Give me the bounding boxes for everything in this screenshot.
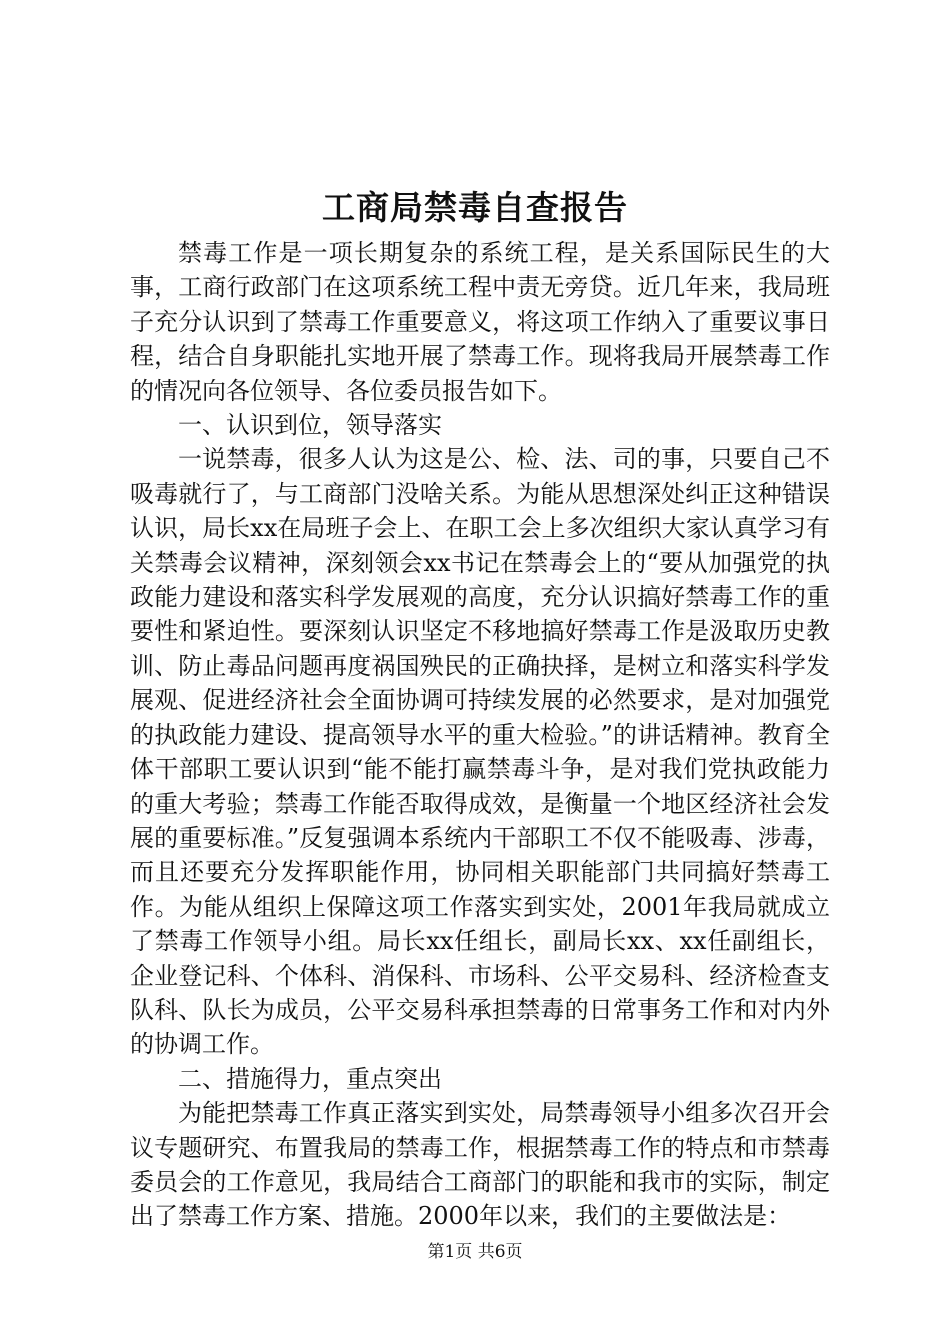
- document-title: 工商局禁毒自查报告: [322, 188, 628, 227]
- paragraph-intro: 禁毒工作是一项长期复杂的系统工程，是关系国际民生的大事，工商行政部门在这项系统工程中责无旁贷。近几年来，我局班子充分认识到了禁毒工作重要意义，将这项工作纳入了重要议事日程，结合自身职能扎实地开展了禁毒工作。现将我局开展禁毒工作的情况向各位领导、各位委员报告如下。: [130, 239, 830, 405]
- section-heading-1: 一、认识到位，领导落实: [178, 411, 442, 440]
- document-body: [130, 236, 830, 1234]
- section-heading-2: 二、措施得力，重点突出: [178, 1064, 442, 1093]
- paragraph-section-1: 一说禁毒，很多人认为这是公、检、法、司的事，只要自己不吸毒就行了，与工商部门没啥关系。为能从思想深处纠正这种错误认识，局长xx在局班子会上、在职工会上多次组织大家认真学习有关禁毒会议精神，深刻领会xx书记在禁毒会上的“要从加强党的执政能力建设和落实科学发展观的高度，充分认识搞好禁毒工作的重要性和紧迫性。要深刻认识坚定不移地搞好禁毒工作是汲取历史教训、防止毒品问题再度祸国殃民的正确抉择，是树立和落实科学发展观、促进经济社会全面协调可持续发展的必然要求，是对加强党的执政能力建设、提高领导水平的重大检验。”的讲话精神。教育全体干部职工要认识到“能不能打赢禁毒斗争，是对我们党执政能力的重大考验；禁毒工作能否取得成效，是衡量一个地区经济社会发展的重要标准。”反复强调本系统内干部职工不仅不能吸毒、涉毒，而且还要充分发挥职能作用，协同相关职能部门共同搞好禁毒工作。为能从组织上保障这项工作落实到实处，2001年我局就成立了禁毒工作领导小组。局长xx任组长，副局长xx、xx任副组长，企业登记科、个体科、消保科、市场科、公平交易科、经济检查支队科、队长为成员，公平交易科承担禁毒的日常事务工作和对内外的协调工作。: [130, 445, 830, 1059]
- page-footer: 第1页 共6页: [427, 1242, 523, 1262]
- paragraph-section-2: 为能把禁毒工作真正落实到实处，局禁毒领导小组多次召开会议专题研究、布置我局的禁毒工作，根据禁毒工作的特点和市禁毒委员会的工作意见，我局结合工商部门的职能和我市的实际，制定出了禁毒工作方案、措施。2000年以来，我们的主要做法是：: [130, 1099, 830, 1231]
